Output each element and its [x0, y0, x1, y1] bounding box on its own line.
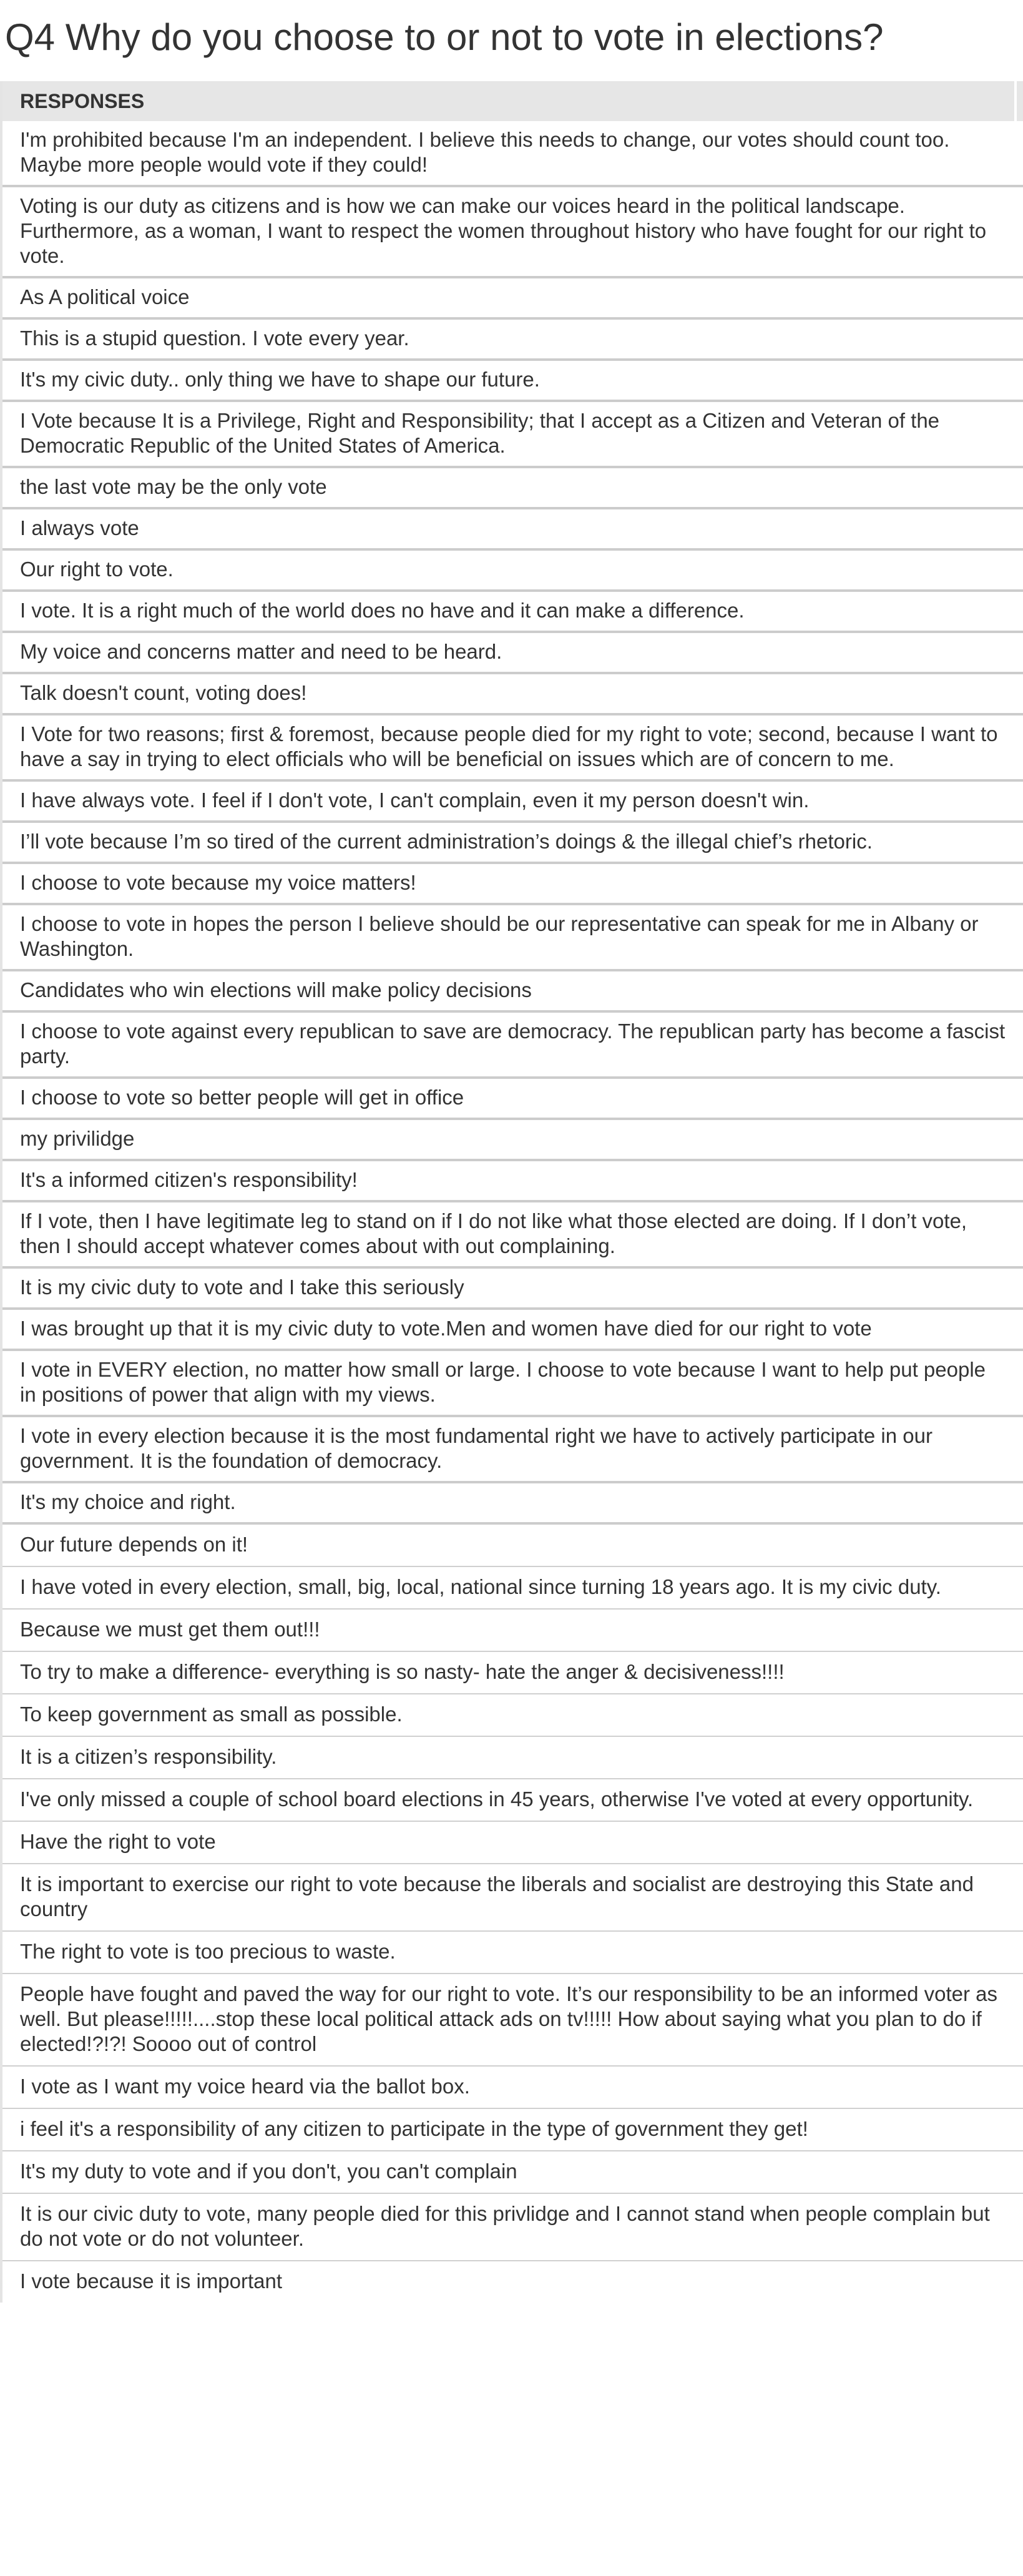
response-row: I'm prohibited because I'm an independent. I believe this needs to change, our votes should count too. Maybe more people would vote if they could! [2, 121, 1023, 187]
response-row: I vote because it is important [20, 2269, 283, 2293]
response-row: It is my civic duty to vote and I take this seriously [2, 1269, 1023, 1310]
response-row: my privilidge [2, 1120, 1023, 1161]
response-row: I Vote because It is a Privilege, Right and Responsibility; that I accept as a Citizen and Veteran of the Democratic Republic of the United States of America. [2, 402, 1023, 468]
response-row: I vote as I want my voice heard via the ballot box. [2, 2067, 1023, 2109]
response-row: My voice and concerns matter and need to be heard. [2, 633, 1023, 674]
response-row: Our right to vote. [2, 551, 1023, 592]
response-row: I choose to vote in hopes the person I believe should be our representative can speak for me in Albany or Washington. [2, 905, 1023, 971]
response-row: I have always vote. I feel if I don't vote, I can't complain, even it my person doesn't win. [2, 782, 1023, 823]
response-row: I vote in every election because it is the most fundamental right we have to actively participate in our government. It is the foundation of democracy. [2, 1417, 1023, 1483]
responses-header-label: RESPONSES [20, 89, 145, 112]
response-row: To try to make a difference- everything is so nasty- hate the anger & decisiveness!!!! [2, 1652, 1023, 1694]
response-row: I have voted in every election, small, big, local, national since turning 18 years ago. It is my civic duty. [2, 1567, 1023, 1610]
response-row: This is a stupid question. I vote every year. [2, 320, 1023, 361]
response-row: I choose to vote so better people will get in office [2, 1079, 1023, 1120]
response-row: As A political voice [2, 278, 1023, 320]
response-row: I Vote for two reasons; first & foremost, because people died for my right to vote; second, because I want to have a say in trying to elect officials who will be beneficial on issues which are of concern to me. [2, 715, 1023, 782]
response-row: It is a citizen’s responsibility. [2, 1737, 1023, 1779]
response-row: The right to vote is too precious to waste. [2, 1932, 1023, 1974]
response-row: Because we must get them out!!! [2, 1610, 1023, 1652]
response-row: I choose to vote against every republican to save are democracy. The republican party has become a fascist party. [2, 1013, 1023, 1079]
response-row: If I vote, then I have legitimate leg to stand on if I do not like what those elected are doing. If I don’t vote, then I should accept whatever comes about with out complaining. [2, 1202, 1023, 1269]
response-row: Voting is our duty as citizens and is how we can make our voices heard in the political landscape. Furthermore, as a woman, I want to respect the women throughout history who have fought for our right to vote. [2, 187, 1023, 278]
response-row: Talk doesn't count, voting does! [2, 674, 1023, 715]
response-row: I always vote [2, 509, 1023, 551]
response-row: I choose to vote because my voice matters! [2, 864, 1023, 905]
response-row: It's a informed citizen's responsibility! [2, 1161, 1023, 1202]
response-row: the last vote may be the only vote [2, 468, 1023, 509]
response-row: I've only missed a couple of school board elections in 45 years, otherwise I've voted at every opportunity. [2, 1779, 1023, 1822]
responses-header [2, 81, 1014, 121]
question-title: Q4 Why do you choose to or not to vote in elections? [5, 16, 884, 58]
response-row: People have fought and paved the way for our right to vote. It’s our responsibility to be an informed voter as well. But please!!!!!....stop these local political attack ads on tv!!!!! How about saying what you plan to do if elected!?!?! Soooo out of control [2, 1974, 1023, 2067]
response-row: Our future depends on it! [2, 1525, 1023, 1567]
scrollbar-track[interactable] [1017, 81, 1023, 121]
response-row: It is our civic duty to vote, many people died for this privlidge and I cannot stand when people complain but do not vote or do not volunteer. [2, 2194, 1023, 2261]
response-row: It's my civic duty.. only thing we have to shape our future. [2, 361, 1023, 402]
response-row: It's my choice and right. [2, 1483, 1023, 1525]
response-row: It is important to exercise our right to vote because the liberals and socialist are destroying this State and country [2, 1864, 1023, 1932]
response-row: i feel it's a responsibility of any citizen to participate in the type of government they get! [2, 2109, 1023, 2151]
response-row: Have the right to vote [2, 1822, 1023, 1864]
response-row: I’ll vote because I’m so tired of the current administration’s doings & the illegal chief’s rhetoric. [2, 823, 1023, 864]
responses-list [2, 121, 1023, 2303]
response-row: I vote in EVERY election, no matter how small or large. I choose to vote because I want to help put people in positions of power that align with my views. [2, 1351, 1023, 1417]
response-row: It's my duty to vote and if you don't, you can't complain [2, 2151, 1023, 2194]
response-row: Candidates who win elections will make policy decisions [2, 971, 1023, 1013]
response-row: I vote. It is a right much of the world does no have and it can make a difference. [2, 592, 1023, 633]
response-row: To keep government as small as possible. [2, 1694, 1023, 1737]
responses-table [0, 81, 1023, 2303]
response-row: I was brought up that it is my civic duty to vote.Men and women have died for our right to vote [2, 1310, 1023, 1351]
